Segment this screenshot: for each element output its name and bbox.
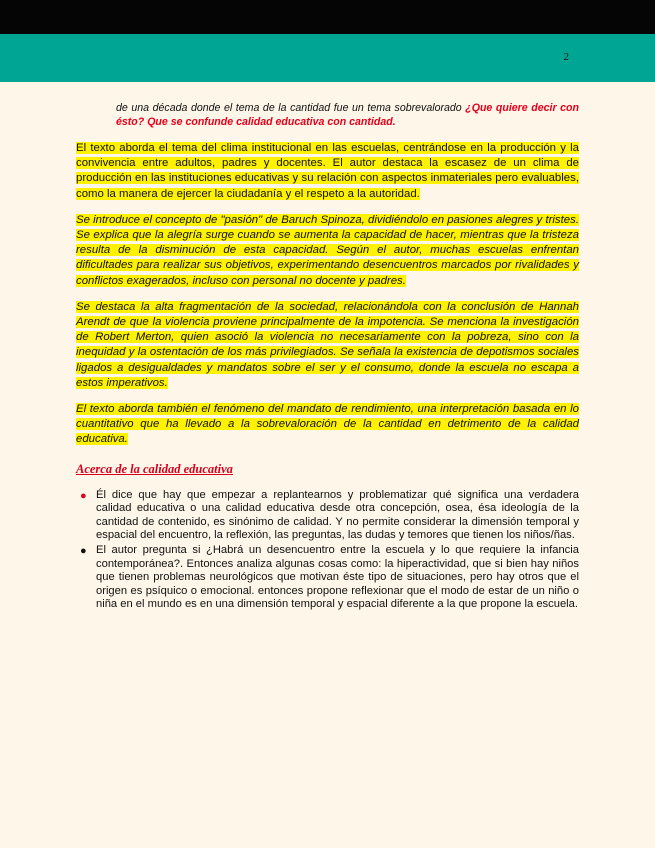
list-item-text: El autor pregunta si ¿Habrá un desencuentro entre la escuela y lo que requiere la infancia contemporánea?. Entonces analiza algunas cosas como: la hiperactividad, que si bien hay niños que tienen problemas neurológicos que motivan éste tipo de situaciones, pero hay otros que el origen es psíquico o emocional. entonces propone reflexionar que el modo de estar de un niño o niña en el mundo es en una dimensión temporal y espacial diferente a la que propone la escuela.	[96, 544, 579, 611]
continued-note	[116, 101, 579, 129]
continued-note-question: ¿Que quiere decir con ésto? Que se confunde calidad educativa con cantidad.	[116, 102, 579, 128]
highlighted-text: Se destaca la alta fragmentación de la sociedad, relacionándola con la conclusión de Hannah Arendt de que la violencia proviene principalmente de la impotencia. Se menciona la investigación de Robert Merton, quien asoció la violencia no necesariamente con la pobreza, sino con la inequidad y la ostentación de los más privilegiados. Se señala la existencia de depotismos sociales ligados a desigualdades y mandatos sobre el ser y el consumo, donde la escuela no escapa a estos imperativos.	[76, 300, 579, 389]
paragraph-mandato-rendimiento	[76, 402, 579, 448]
bullet-icon: ●	[80, 489, 87, 502]
document-top-bar	[0, 0, 655, 34]
bullet-icon: ●	[80, 545, 87, 558]
bullet-list	[76, 489, 579, 612]
page-header-band	[0, 34, 655, 82]
document-body	[76, 101, 579, 613]
continued-note-text: de una década donde el tema de la cantidad fue un tema sobrevalorado	[116, 102, 466, 114]
paragraph-pasion-spinoza	[76, 213, 579, 289]
list-item	[80, 488, 579, 543]
section-title: Acerca de la calidad educativa	[76, 461, 233, 476]
page-number: 2	[563, 51, 569, 63]
paragraph-fragmentacion	[76, 300, 579, 391]
paragraph-clima-institucional	[76, 141, 579, 202]
list-item-text: Él dice que hay que empezar a replantearnos y problematizar qué significa una verdadera calidad educativa o una calidad educativa desde otra concepción, osea, ésa ideología de la cantidad de contenido, es sinónimo de calidad. Y no permite considerar la dimensión temporal y espacial del encuentro, la reflexión, las preguntas, las dudas y temores que tienen los niños/ñas.	[96, 488, 579, 542]
highlighted-text: Se introduce el concepto de "pasión" de Baruch Spinoza, dividiéndolo en pasiones alegres y tristes. Se explica que la alegría surge cuando se aumenta la capacidad de hacer, mientras que la tristeza resulta de la disminución de esta capacidad. Según el autor, muchas escuelas enfrentan dificultades para realizar sus objetivos, experimentando desencuentros marcados por rivalidades y conflictos exagerados, incluso con personal no docente y padres.	[76, 213, 579, 287]
highlighted-text: El texto aborda el tema del clima institucional en las escuelas, centrándose en la producción y la convivencia entre adultos, padres y docentes. El autor destaca la escasez de un clima de producción en las instituciones educativas y su relación con aspectos inmateriales pero evaluables, como la manera de ejercer la ciudadanía y el respeto a la autoridad.	[76, 142, 579, 200]
highlighted-text: El texto aborda también el fenómeno del mandato de rendimiento, una interpretación basada en lo cuantitativo que ha llevado a la sobrevaloración de la cantidad en detrimento de la calidad educativa.	[76, 403, 579, 446]
list-item	[80, 544, 579, 612]
